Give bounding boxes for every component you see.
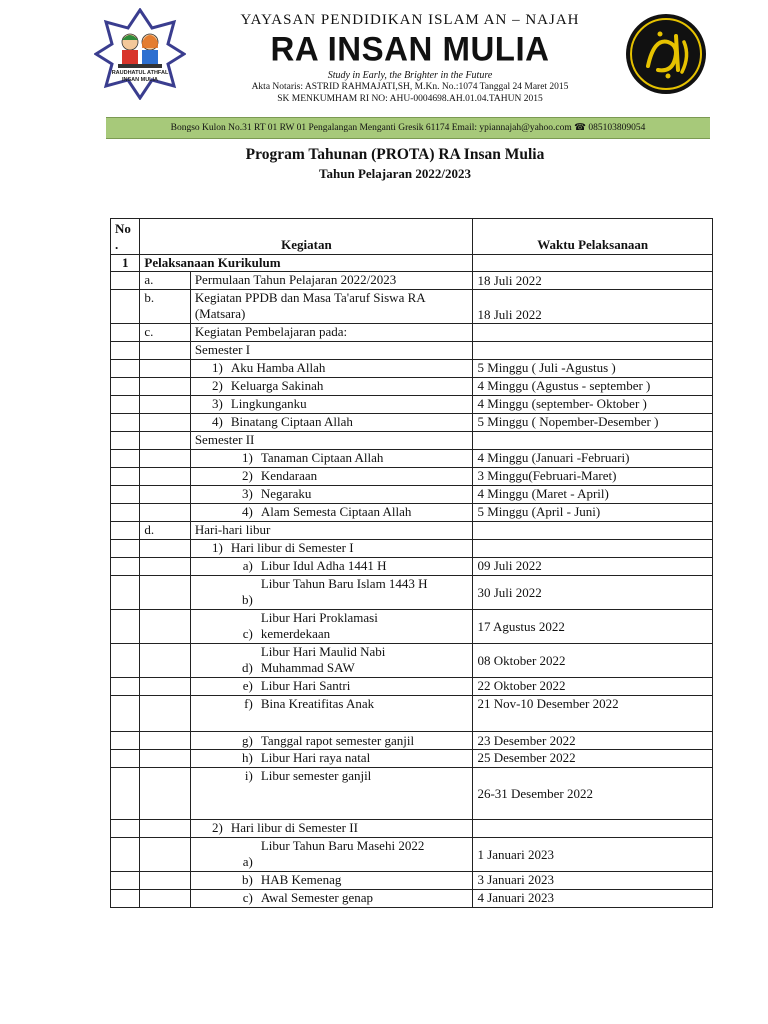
item-text: Libur Tahun Baru Masehi 2022: [260, 838, 425, 853]
table-row: [111, 290, 713, 324]
row-text: Kegiatan Pembelajaran pada:: [194, 324, 348, 339]
item-text: Tanaman Ciptaan Allah: [260, 450, 384, 465]
item-text: Kendaraan: [260, 468, 318, 483]
header-kegiatan: Kegiatan: [281, 237, 332, 252]
table-row: [111, 504, 713, 522]
item-time: 4 Januari 2023: [477, 890, 554, 905]
row-letter: a.: [144, 272, 154, 287]
item-text: Libur Hari Proklamasi kemerdekaan: [260, 610, 378, 641]
item-number: i): [244, 768, 253, 783]
address-bar: Bongso Kulon No.31 RT 01 RW 01 Pengalangan Menganti Gresik 61174 Email: ypiannajah@yahoo.com ☎ 085103809054: [106, 117, 710, 139]
item-number: 1): [211, 540, 223, 555]
item-time: 30 Juli 2022: [477, 584, 542, 600]
table-row: [111, 558, 713, 576]
table-row: [111, 576, 713, 610]
item-time: 3 Minggu(Februari-Maret): [477, 468, 617, 483]
item-text: Hari libur di Semester II: [230, 820, 358, 835]
section-title: Pelaksanaan Kurikulum: [144, 255, 281, 270]
table-row: [111, 432, 713, 450]
school-name: RA INSAN MULIA: [270, 29, 550, 68]
ministry-decree: SK MENKUMHAM RI NO: AHU-0004698.AH.01.04.TAHUN 2015: [277, 94, 543, 104]
item-time: 23 Desember 2022: [477, 733, 576, 748]
item-text: Alam Semesta Ciptaan Allah: [260, 504, 412, 519]
row-text: Kegiatan PPDB dan Masa Ta'aruf Siswa RA (Matsara): [194, 290, 425, 321]
item-number: b): [241, 592, 253, 607]
item-text: Libur Tahun Baru Islam 1443 H: [260, 576, 428, 591]
row-text: Hari-hari libur: [194, 522, 271, 537]
item-time: 25 Desember 2022: [477, 750, 576, 765]
row-letter: b.: [144, 290, 155, 305]
item-time: 21 Nov-10 Desember 2022: [477, 696, 619, 711]
table-row: [111, 396, 713, 414]
item-time: 4 Minggu (Maret - April): [477, 486, 609, 501]
logo-text-line2: INSAN MULIA: [121, 77, 159, 83]
item-text: Hari libur di Semester I: [230, 540, 354, 555]
table-row: [111, 414, 713, 432]
item-time: 17 Agustus 2022: [477, 618, 565, 634]
table-row: [111, 644, 713, 678]
item-time: 4 Minggu (Agustus - september ): [477, 378, 651, 393]
item-number: 4): [241, 504, 253, 519]
item-text: Keluarga Sakinah: [230, 378, 324, 393]
notary-deed: Akta Notaris: ASTRID RAHMAJATI,SH, M.Kn. No.:1074 Tanggal 24 Maret 2015: [251, 82, 569, 92]
organization-name: YAYASAN PENDIDIKAN ISLAM AN – NAJAH: [240, 12, 580, 28]
logo-text-line1: RAUDHATUL ATHFAL: [111, 70, 169, 76]
item-time: 4 Minggu (Januari -Februari): [477, 450, 630, 465]
item-number: 3): [241, 486, 253, 501]
item-text: Libur Hari Maulid Nabi Muhammad SAW: [260, 644, 386, 675]
table-row: [111, 468, 713, 486]
item-number: a): [242, 854, 253, 869]
item-number: c): [242, 890, 253, 905]
table-row: [111, 486, 713, 504]
item-number: a): [242, 558, 253, 573]
item-number: f): [244, 696, 253, 711]
table-row: [111, 696, 713, 732]
semester-label: Semester II: [194, 432, 255, 447]
table-row: [111, 750, 713, 768]
table-row: [111, 450, 713, 468]
table-row: [111, 610, 713, 644]
item-text: Negaraku: [260, 486, 312, 501]
item-text: Tanggal rapot semester ganjil: [260, 733, 415, 748]
item-time: 4 Minggu (september- Oktober ): [477, 396, 647, 411]
document-subtitle: Tahun Pelajaran 2022/2023: [319, 166, 471, 181]
item-number: 1): [241, 450, 253, 465]
item-number: 2): [241, 468, 253, 483]
item-number: c): [242, 626, 253, 641]
item-number: g): [241, 733, 253, 748]
item-text: Bina Kreatifitas Anak: [260, 696, 375, 711]
item-time: 5 Minggu (April - Juni): [477, 504, 601, 519]
item-text: Lingkunganku: [230, 396, 307, 411]
raudhatul-athfal-logo: [94, 8, 186, 100]
item-number: 2): [211, 378, 223, 393]
item-text: Libur Hari raya natal: [260, 750, 371, 765]
item-text: Awal Semester genap: [260, 890, 373, 905]
item-number: 3): [211, 396, 223, 411]
item-time: 3 Januari 2023: [477, 872, 554, 887]
program-table: [110, 218, 713, 908]
table-row: [111, 272, 713, 290]
semester-label: Semester I: [194, 342, 251, 357]
item-number: h): [241, 750, 253, 765]
table-row: [111, 872, 713, 890]
table-row: [111, 378, 713, 396]
item-number: d): [241, 660, 253, 675]
table-row: [111, 342, 713, 360]
row-time: 18 Juli 2022: [477, 307, 542, 322]
table-row: [111, 838, 713, 872]
table-header-row: [111, 219, 713, 255]
item-time: 1 Januari 2023: [477, 846, 554, 862]
item-time: 09 Juli 2022: [477, 558, 542, 573]
section-no: 1: [121, 255, 129, 270]
table-row: [111, 522, 713, 540]
item-number: b): [241, 872, 253, 887]
header-waktu: Waktu Pelaksanaan: [537, 237, 649, 252]
item-time: 26-31 Desember 2022: [477, 785, 593, 801]
table-row: [111, 768, 713, 820]
item-text: Binatang Ciptaan Allah: [230, 414, 353, 429]
table-row: [111, 360, 713, 378]
item-time: 08 Oktober 2022: [477, 652, 566, 668]
table-row: [111, 732, 713, 750]
item-number: 2): [211, 820, 223, 835]
item-text: Libur Hari Santri: [260, 678, 351, 693]
item-number: e): [242, 678, 253, 693]
item-number: 4): [211, 414, 223, 429]
item-text: Libur semester ganjil: [260, 768, 372, 783]
row-time: 18 Juli 2022: [477, 273, 542, 288]
qurani-calligraphy-logo: [624, 12, 708, 96]
item-time: 22 Oktober 2022: [477, 678, 566, 693]
table-row: [111, 678, 713, 696]
table-row: [111, 324, 713, 342]
row-text: Permulaan Tahun Pelajaran 2022/2023: [194, 272, 397, 287]
row-letter: d.: [144, 522, 155, 537]
table-row: [111, 540, 713, 558]
item-time: 5 Minggu ( Juli -Agustus ): [477, 360, 616, 375]
item-text: Aku Hamba Allah: [230, 360, 326, 375]
item-number: 1): [211, 360, 223, 375]
header-no-dot: .: [115, 237, 119, 252]
row-letter: c.: [144, 324, 154, 339]
header-no: No: [115, 221, 131, 236]
item-text: HAB Kemenag: [260, 872, 342, 887]
tagline: Study in Early, the Brighter in the Future: [327, 70, 493, 81]
table-row: [111, 820, 713, 838]
table-row: [111, 890, 713, 908]
item-time: 5 Minggu ( Nopember-Desember ): [477, 414, 659, 429]
document-title: Program Tahunan (PROTA) RA Insan Mulia: [245, 146, 545, 163]
item-text: Libur Idul Adha 1441 H: [260, 558, 387, 573]
section-row: [111, 255, 713, 272]
